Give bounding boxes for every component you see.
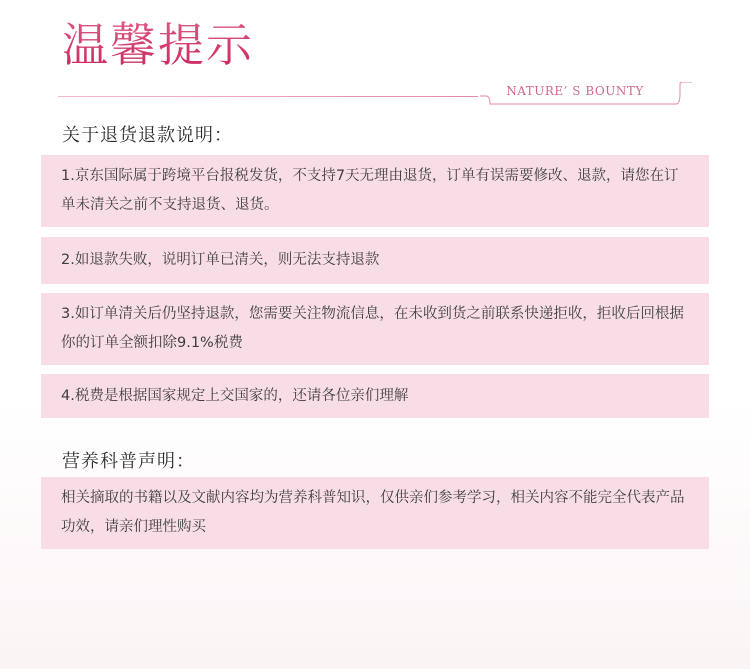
notice-text: 4.税费是根据国家规定上交国家的，还请各位亲们理解 [61,387,409,404]
brand-ribbon [480,82,694,106]
refund-notice-1 [41,155,709,227]
notice-text: 3.如订单清关后仍坚持退款，您需要关注物流信息，在未收到货之前联系快递拒收，拒收后回根据你的订单全额扣除9.1%税费 [61,306,684,351]
notice-text: 相关摘取的书籍以及文献内容均为营养科普知识，仅供亲们参考学习，相关内容不能完全代表产品功效，请亲们理性购买 [61,490,685,535]
refund-notice-4 [41,374,709,418]
notice-text: 1.京东国际属于跨境平台报税发货，不支持7天无理由退货，订单有误需要修改、退款，请您在订单未清关之前不支持退货、退货。 [61,168,679,213]
brand-name: NATURE’ S BOUNTY [506,84,644,98]
notice-text: 2.如退款失败，说明订单已清关，则无法支持退款 [61,252,380,268]
nutrition-section-heading: 营养科普声明： [62,451,195,472]
refund-notice-2 [41,237,709,284]
header-divider [58,96,478,97]
page-title: 温馨提示 [62,14,254,76]
refund-notice-3 [41,293,709,365]
refund-section-heading: 关于退货退款说明： [62,125,233,146]
nutrition-notice [41,477,709,549]
